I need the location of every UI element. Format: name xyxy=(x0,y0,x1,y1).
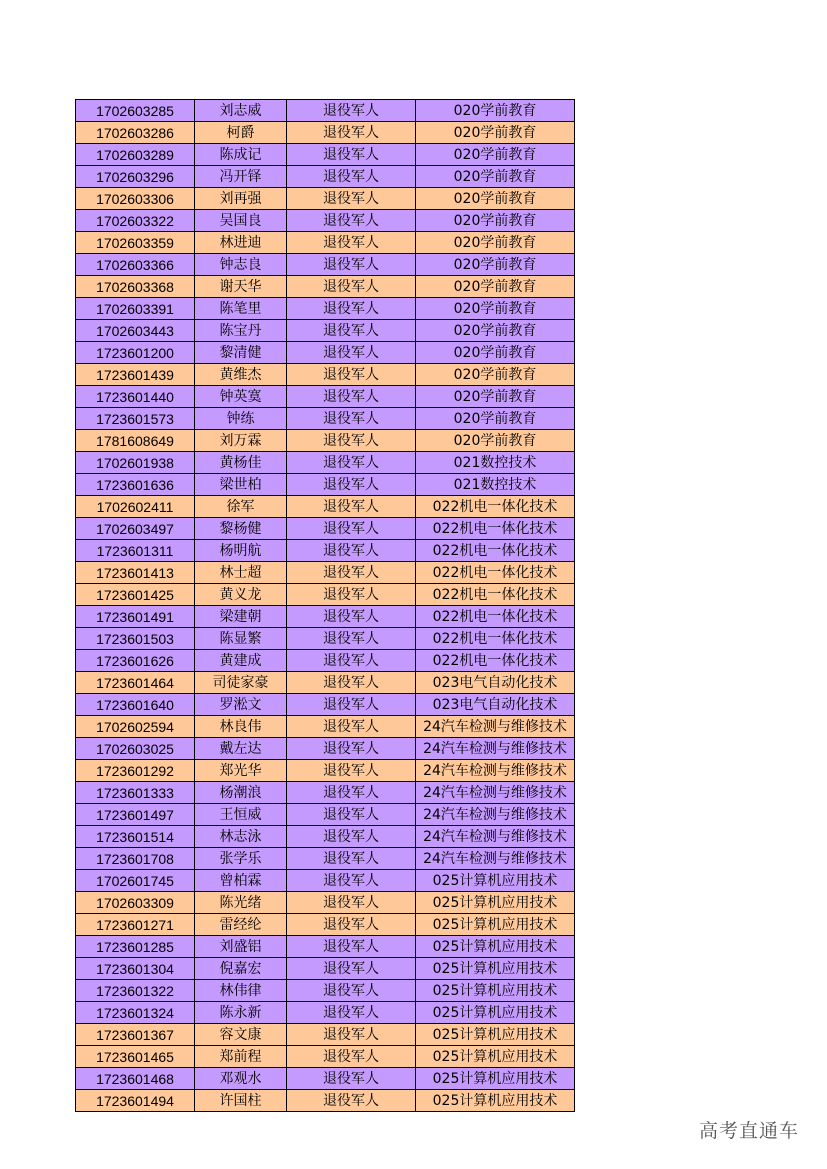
student-id-cell: 1723601413 xyxy=(76,562,195,584)
category-cell: 退役军人 xyxy=(287,408,416,430)
category-cell: 退役军人 xyxy=(287,166,416,188)
table-row xyxy=(76,760,575,782)
student-id-cell: 1723601491 xyxy=(76,606,195,628)
category-cell: 退役军人 xyxy=(287,386,416,408)
student-name-cell: 林士超 xyxy=(195,562,287,584)
category-cell: 退役军人 xyxy=(287,694,416,716)
student-name-cell: 倪嘉宏 xyxy=(195,958,287,980)
category-cell: 退役军人 xyxy=(287,848,416,870)
table-row xyxy=(76,716,575,738)
student-id-cell: 1723601640 xyxy=(76,694,195,716)
major-cell: 021数控技术 xyxy=(416,452,575,474)
table-row xyxy=(76,782,575,804)
student-id-cell: 1723601367 xyxy=(76,1024,195,1046)
major-cell: 020学前教育 xyxy=(416,254,575,276)
major-cell: 025计算机应用技术 xyxy=(416,914,575,936)
table-row xyxy=(76,562,575,584)
student-table-body xyxy=(76,100,575,1112)
table-row xyxy=(76,452,575,474)
student-name-cell: 刘盛铝 xyxy=(195,936,287,958)
major-cell: 025计算机应用技术 xyxy=(416,1002,575,1024)
student-id-cell: 1723601708 xyxy=(76,848,195,870)
table-row xyxy=(76,914,575,936)
major-cell: 020学前教育 xyxy=(416,298,575,320)
student-name-cell: 杨潮浪 xyxy=(195,782,287,804)
major-cell: 023电气自动化技术 xyxy=(416,694,575,716)
major-cell: 24汽车检测与维修技术 xyxy=(416,804,575,826)
student-id-cell: 1702603309 xyxy=(76,892,195,914)
student-name-cell: 钟练 xyxy=(195,408,287,430)
category-cell: 退役军人 xyxy=(287,496,416,518)
student-name-cell: 冯开铎 xyxy=(195,166,287,188)
category-cell: 退役军人 xyxy=(287,1046,416,1068)
category-cell: 退役军人 xyxy=(287,958,416,980)
major-cell: 020学前教育 xyxy=(416,276,575,298)
table-row xyxy=(76,892,575,914)
table-row xyxy=(76,738,575,760)
student-name-cell: 梁建朝 xyxy=(195,606,287,628)
student-id-cell: 1723601200 xyxy=(76,342,195,364)
student-name-cell: 王恒威 xyxy=(195,804,287,826)
major-cell: 025计算机应用技术 xyxy=(416,892,575,914)
table-row xyxy=(76,254,575,276)
category-cell: 退役军人 xyxy=(287,364,416,386)
major-cell: 24汽车检测与维修技术 xyxy=(416,716,575,738)
table-row xyxy=(76,1024,575,1046)
student-name-cell: 陈笔里 xyxy=(195,298,287,320)
student-id-cell: 1702603296 xyxy=(76,166,195,188)
major-cell: 023电气自动化技术 xyxy=(416,672,575,694)
major-cell: 24汽车检测与维修技术 xyxy=(416,848,575,870)
major-cell: 025计算机应用技术 xyxy=(416,1024,575,1046)
student-id-cell: 1723601465 xyxy=(76,1046,195,1068)
student-id-cell: 1723601464 xyxy=(76,672,195,694)
student-name-cell: 黄建成 xyxy=(195,650,287,672)
major-cell: 022机电一体化技术 xyxy=(416,584,575,606)
table-row xyxy=(76,276,575,298)
student-name-cell: 陈宝丹 xyxy=(195,320,287,342)
student-name-cell: 谢天华 xyxy=(195,276,287,298)
category-cell: 退役军人 xyxy=(287,1068,416,1090)
student-name-cell: 刘志威 xyxy=(195,100,287,122)
category-cell: 退役军人 xyxy=(287,980,416,1002)
category-cell: 退役军人 xyxy=(287,298,416,320)
major-cell: 022机电一体化技术 xyxy=(416,606,575,628)
student-name-cell: 刘再强 xyxy=(195,188,287,210)
student-id-cell: 1702603025 xyxy=(76,738,195,760)
table-row xyxy=(76,474,575,496)
student-name-cell: 黄杨佳 xyxy=(195,452,287,474)
major-cell: 022机电一体化技术 xyxy=(416,496,575,518)
student-id-cell: 1723601292 xyxy=(76,760,195,782)
table-row xyxy=(76,980,575,1002)
student-id-cell: 1781608649 xyxy=(76,430,195,452)
student-id-cell: 1723601494 xyxy=(76,1090,195,1112)
student-id-cell: 1723601503 xyxy=(76,628,195,650)
category-cell: 退役军人 xyxy=(287,672,416,694)
major-cell: 025计算机应用技术 xyxy=(416,1090,575,1112)
major-cell: 022机电一体化技术 xyxy=(416,518,575,540)
major-cell: 24汽车检测与维修技术 xyxy=(416,782,575,804)
table-row xyxy=(76,628,575,650)
student-name-cell: 林伟律 xyxy=(195,980,287,1002)
student-id-cell: 1702601745 xyxy=(76,870,195,892)
table-row xyxy=(76,958,575,980)
student-name-cell: 林良伟 xyxy=(195,716,287,738)
major-cell: 020学前教育 xyxy=(416,408,575,430)
student-id-cell: 1702603286 xyxy=(76,122,195,144)
category-cell: 退役军人 xyxy=(287,518,416,540)
major-cell: 020学前教育 xyxy=(416,166,575,188)
category-cell: 退役军人 xyxy=(287,1024,416,1046)
major-cell: 020学前教育 xyxy=(416,144,575,166)
category-cell: 退役军人 xyxy=(287,144,416,166)
category-cell: 退役军人 xyxy=(287,870,416,892)
student-name-cell: 吴国良 xyxy=(195,210,287,232)
table-row xyxy=(76,210,575,232)
major-cell: 025计算机应用技术 xyxy=(416,870,575,892)
student-name-cell: 黄义龙 xyxy=(195,584,287,606)
student-id-cell: 1723601322 xyxy=(76,980,195,1002)
category-cell: 退役军人 xyxy=(287,584,416,606)
student-name-cell: 郑光华 xyxy=(195,760,287,782)
student-id-cell: 1723601468 xyxy=(76,1068,195,1090)
category-cell: 退役军人 xyxy=(287,342,416,364)
student-id-cell: 1702603497 xyxy=(76,518,195,540)
major-cell: 022机电一体化技术 xyxy=(416,650,575,672)
major-cell: 24汽车检测与维修技术 xyxy=(416,826,575,848)
student-id-cell: 1723601636 xyxy=(76,474,195,496)
student-id-cell: 1723601626 xyxy=(76,650,195,672)
table-row xyxy=(76,540,575,562)
student-id-cell: 1702603322 xyxy=(76,210,195,232)
student-name-cell: 张学乐 xyxy=(195,848,287,870)
table-row xyxy=(76,100,575,122)
table-row xyxy=(76,298,575,320)
category-cell: 退役军人 xyxy=(287,232,416,254)
student-id-cell: 1723601271 xyxy=(76,914,195,936)
student-name-cell: 许国柱 xyxy=(195,1090,287,1112)
major-cell: 025计算机应用技术 xyxy=(416,1068,575,1090)
major-cell: 020学前教育 xyxy=(416,210,575,232)
major-cell: 020学前教育 xyxy=(416,122,575,144)
category-cell: 退役军人 xyxy=(287,826,416,848)
category-cell: 退役军人 xyxy=(287,650,416,672)
student-id-cell: 1702603368 xyxy=(76,276,195,298)
major-cell: 020学前教育 xyxy=(416,430,575,452)
major-cell: 020学前教育 xyxy=(416,386,575,408)
student-name-cell: 郑前程 xyxy=(195,1046,287,1068)
table-row xyxy=(76,672,575,694)
category-cell: 退役军人 xyxy=(287,122,416,144)
category-cell: 退役军人 xyxy=(287,936,416,958)
student-id-cell: 1702603359 xyxy=(76,232,195,254)
table-row xyxy=(76,1090,575,1112)
table-row xyxy=(76,430,575,452)
table-row xyxy=(76,386,575,408)
student-name-cell: 刘万霖 xyxy=(195,430,287,452)
major-cell: 020学前教育 xyxy=(416,320,575,342)
table-row xyxy=(76,166,575,188)
category-cell: 退役军人 xyxy=(287,716,416,738)
student-name-cell: 陈光绪 xyxy=(195,892,287,914)
table-row xyxy=(76,144,575,166)
student-name-cell: 柯爵 xyxy=(195,122,287,144)
major-cell: 020学前教育 xyxy=(416,232,575,254)
table-row xyxy=(76,936,575,958)
major-cell: 24汽车检测与维修技术 xyxy=(416,760,575,782)
student-name-cell: 林进迪 xyxy=(195,232,287,254)
student-id-cell: 1723601304 xyxy=(76,958,195,980)
student-name-cell: 杨明航 xyxy=(195,540,287,562)
student-id-cell: 1723601425 xyxy=(76,584,195,606)
major-cell: 025计算机应用技术 xyxy=(416,1046,575,1068)
table-row xyxy=(76,694,575,716)
category-cell: 退役军人 xyxy=(287,276,416,298)
table-row xyxy=(76,870,575,892)
table-row xyxy=(76,606,575,628)
table-row xyxy=(76,584,575,606)
table-row xyxy=(76,320,575,342)
category-cell: 退役军人 xyxy=(287,738,416,760)
major-cell: 022机电一体化技术 xyxy=(416,540,575,562)
table-row xyxy=(76,342,575,364)
category-cell: 退役军人 xyxy=(287,320,416,342)
category-cell: 退役军人 xyxy=(287,628,416,650)
student-name-cell: 钟志良 xyxy=(195,254,287,276)
major-cell: 020学前教育 xyxy=(416,188,575,210)
student-id-cell: 1702603285 xyxy=(76,100,195,122)
category-cell: 退役军人 xyxy=(287,254,416,276)
student-name-cell: 黄维杰 xyxy=(195,364,287,386)
table-row xyxy=(76,232,575,254)
student-name-cell: 曾柏霖 xyxy=(195,870,287,892)
major-cell: 020学前教育 xyxy=(416,100,575,122)
category-cell: 退役军人 xyxy=(287,562,416,584)
student-id-cell: 1723601285 xyxy=(76,936,195,958)
student-id-cell: 1702603391 xyxy=(76,298,195,320)
major-cell: 022机电一体化技术 xyxy=(416,562,575,584)
table-row xyxy=(76,364,575,386)
category-cell: 退役军人 xyxy=(287,452,416,474)
student-name-cell: 黎清健 xyxy=(195,342,287,364)
category-cell: 退役军人 xyxy=(287,782,416,804)
student-name-cell: 钟英寞 xyxy=(195,386,287,408)
student-id-cell: 1702602411 xyxy=(76,496,195,518)
category-cell: 退役军人 xyxy=(287,892,416,914)
major-cell: 021数控技术 xyxy=(416,474,575,496)
student-id-cell: 1723601439 xyxy=(76,364,195,386)
major-cell: 020学前教育 xyxy=(416,342,575,364)
student-name-cell: 梁世柏 xyxy=(195,474,287,496)
category-cell: 退役军人 xyxy=(287,430,416,452)
student-name-cell: 林志泳 xyxy=(195,826,287,848)
student-name-cell: 邓观水 xyxy=(195,1068,287,1090)
student-id-cell: 1702603289 xyxy=(76,144,195,166)
table-row xyxy=(76,188,575,210)
table-row xyxy=(76,518,575,540)
category-cell: 退役军人 xyxy=(287,188,416,210)
table-row xyxy=(76,826,575,848)
category-cell: 退役军人 xyxy=(287,1002,416,1024)
student-name-cell: 罗淞文 xyxy=(195,694,287,716)
student-id-cell: 1702602594 xyxy=(76,716,195,738)
table-row xyxy=(76,1002,575,1024)
table-row xyxy=(76,650,575,672)
student-id-cell: 1723601573 xyxy=(76,408,195,430)
student-id-cell: 1702603443 xyxy=(76,320,195,342)
student-name-cell: 陈永新 xyxy=(195,1002,287,1024)
category-cell: 退役军人 xyxy=(287,606,416,628)
student-name-cell: 容文康 xyxy=(195,1024,287,1046)
category-cell: 退役军人 xyxy=(287,540,416,562)
table-row xyxy=(76,1068,575,1090)
category-cell: 退役军人 xyxy=(287,760,416,782)
student-id-cell: 1723601324 xyxy=(76,1002,195,1024)
table-row xyxy=(76,1046,575,1068)
student-name-cell: 徐军 xyxy=(195,496,287,518)
major-cell: 24汽车检测与维修技术 xyxy=(416,738,575,760)
student-name-cell: 戴左达 xyxy=(195,738,287,760)
student-id-cell: 1723601311 xyxy=(76,540,195,562)
student-name-cell: 黎杨健 xyxy=(195,518,287,540)
student-name-cell: 司徒家豪 xyxy=(195,672,287,694)
student-name-cell: 陈显繁 xyxy=(195,628,287,650)
category-cell: 退役军人 xyxy=(287,210,416,232)
category-cell: 退役军人 xyxy=(287,1090,416,1112)
student-id-cell: 1702603366 xyxy=(76,254,195,276)
student-name-cell: 陈成记 xyxy=(195,144,287,166)
student-id-cell: 1702601938 xyxy=(76,452,195,474)
student-id-cell: 1723601497 xyxy=(76,804,195,826)
student-id-cell: 1723601514 xyxy=(76,826,195,848)
student-name-cell: 雷经纶 xyxy=(195,914,287,936)
category-cell: 退役军人 xyxy=(287,804,416,826)
student-id-cell: 1723601333 xyxy=(76,782,195,804)
table-row xyxy=(76,496,575,518)
category-cell: 退役军人 xyxy=(287,474,416,496)
category-cell: 退役军人 xyxy=(287,100,416,122)
watermark: 高考直通车 xyxy=(698,1120,799,1142)
major-cell: 022机电一体化技术 xyxy=(416,628,575,650)
category-cell: 退役军人 xyxy=(287,914,416,936)
major-cell: 025计算机应用技术 xyxy=(416,980,575,1002)
table-row xyxy=(76,848,575,870)
major-cell: 025计算机应用技术 xyxy=(416,936,575,958)
major-cell: 025计算机应用技术 xyxy=(416,958,575,980)
table-row xyxy=(76,408,575,430)
table-row xyxy=(76,122,575,144)
student-id-cell: 1702603306 xyxy=(76,188,195,210)
student-id-cell: 1723601440 xyxy=(76,386,195,408)
student-table xyxy=(75,99,575,1112)
major-cell: 020学前教育 xyxy=(416,364,575,386)
table-row xyxy=(76,804,575,826)
